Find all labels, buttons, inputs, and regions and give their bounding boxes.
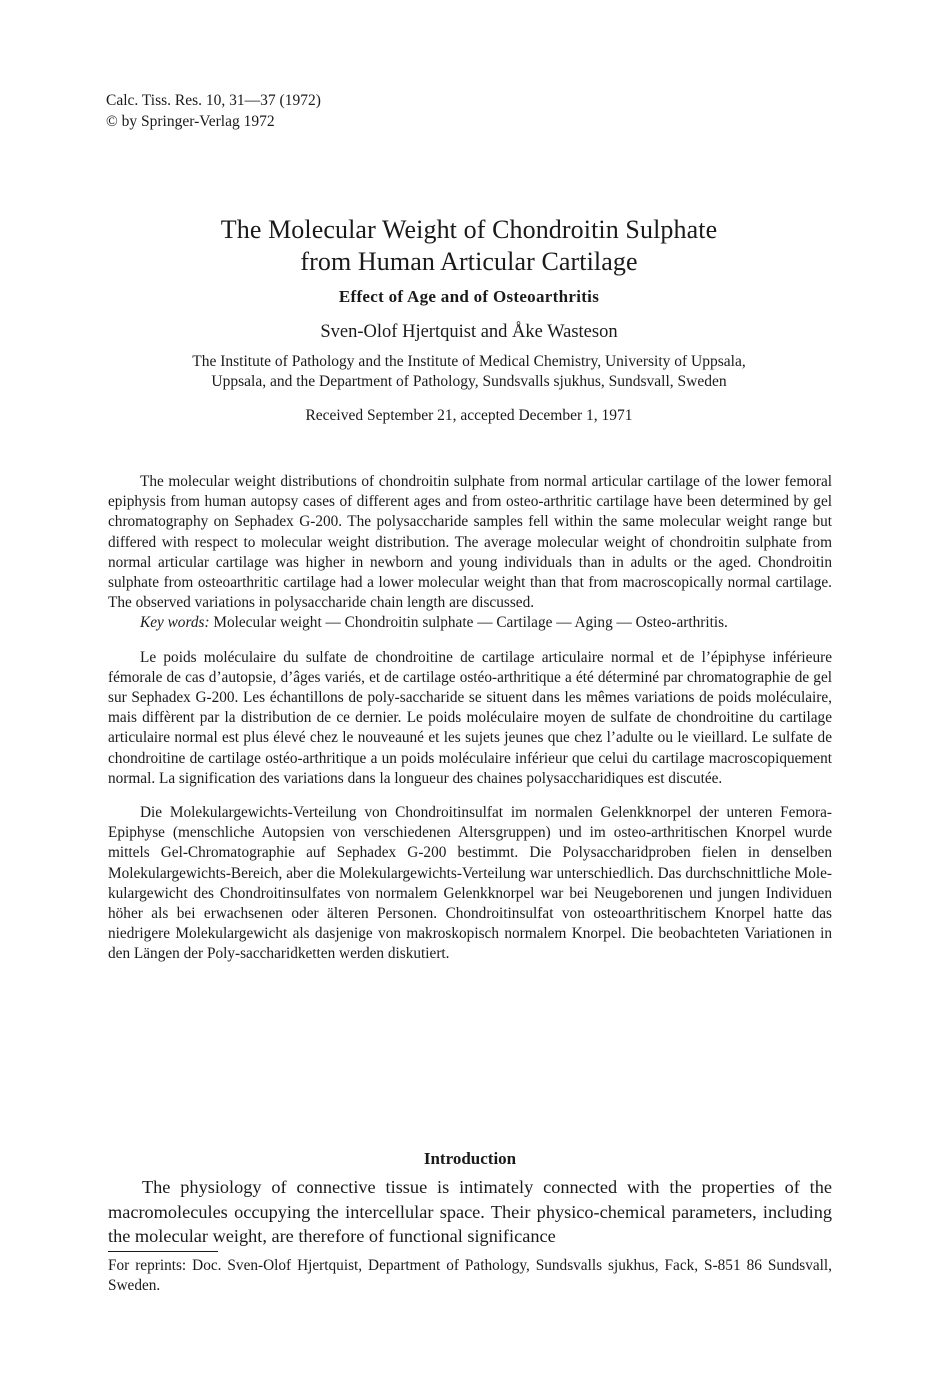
introduction-body: [108, 1175, 832, 1249]
introduction-paragraph: The physiology of connective tissue is intimately connected with the properties of the macromolecules occupying the intercellular space. Their physico-chemical parameters, including the molecular weight, are therefore of functional significance: [108, 1177, 832, 1246]
reprint-footnote: For reprints: Doc. Sven-Olof Hjertquist, Department of Pathology, Sundsvalls sjukhus, Fack, S-851 86 Sundsvall, Sweden.: [108, 1257, 832, 1294]
affiliation-line-2: Uppsala, and the Department of Pathology, Sundsvalls sjukhus, Sundsvall, Sweden: [211, 373, 727, 390]
title-line-2: from Human Articular Cartilage: [300, 247, 638, 276]
abstract-english: The molecular weight distributions of chondroitin sulphate from normal articular cartilage of the lower femoral epiphysis from human autopsy cases of different ages and from osteo-arthritic cartilage have been determined by gel chromatography on Sephadex G-200. The polysaccharide samples fell within the same molecular weight range but differed with respect to molecular weight distribution. The average molecular weight of chondroitin sulphate from normal articular cartilage was higher in newborn and young individuals than in adults or the aged. Chondroitin sulphate from osteoarthritic cartilage had a lower molecular weight than that from macroscopically normal cartilage. The observed variations in polysaccharide chain length are discussed.: [108, 473, 832, 612]
keywords-text: Molecular weight — Chondroitin sulphate — Cartilage — Aging — Osteo-arthritis.: [213, 614, 728, 632]
article-title: [106, 214, 832, 278]
copyright-line: © by Springer-Verlag 1972: [106, 113, 275, 130]
abstract-french: Le poids moléculaire du sulfate de chondroitine de cartilage articulaire normal et de l’épiphyse inférieure fémorale de cas d’autopsie, d’âges variés, et de cartilage ostéo-arthritique a été déterminé par chromatographie de gel sur Sephadex G-200. Les échantillons de poly-saccharide se situent dans les mêmes variations de poids moléculaire, mais diffèrent par la distribution de ce dernier. Le poids moléculaire moyen de sulfate de chondroitine du cartilage articulaire normal est plus élevé chez le nouveauné et les sujets jeunes que chez l’adulte ou le vieillard. Le sulfate de chondroitine de cartilage ostéo-arthritique a un poids moléculaire inférieur que celui du cartilage macroscopiquement normal. La signification des variations dans la longueur des chaines polysaccharidiques est discutée.: [108, 648, 832, 787]
title-block: [106, 214, 832, 426]
affiliation: [106, 352, 832, 392]
received-date: Received September 21, accepted December 1, 1971: [305, 407, 633, 424]
journal-reference: Calc. Tiss. Res. 10, 31—37 (1972): [106, 92, 321, 109]
keywords: [108, 613, 832, 633]
title-line-1: The Molecular Weight of Chondroitin Sulphate: [220, 215, 718, 244]
affiliation-line-1: The Institute of Pathology and the Institute of Medical Chemistry, University of Uppsala,: [192, 353, 746, 370]
article-subtitle: Effect of Age and of Osteoarthritis: [338, 287, 600, 306]
journal-citation: [106, 90, 321, 132]
introduction-heading: Introduction: [423, 1149, 517, 1168]
footnote-divider: [108, 1251, 218, 1252]
abstract-german: Die Molekulargewichts-Verteilung von Chondroitinsulfat im normalen Gelenkknorpel der unteren Femora-Epiphyse (menschliche Autopsien von verschiedenen Altersgruppen) und im osteo-arthritischen Knorpel wurde mittels Gel-Chromatographie auf Sephadex G-200 bestimmt. Die Polysaccharidproben fielen in denselben Molekulargewichts-Bereich, aber die Molekulargewichts-Verteilung war unterschiedlich. Das durchschnittliche Mole-kulargewicht des Chondroitinsulfates von normalem Gelenkknorpel war bei Neugeborenen und jungen Individuen höher als bei erwachsenen oder älteren Personen. Chondroitinsulfat von osteoarthritischem Knorpel hatte das niedrigere Molekulargewicht als dasjenige von makroskopisch normalem Knorpel. Die beobachteten Variationen in den Längen der Poly-saccharidketten werden diskutiert.: [108, 804, 832, 963]
abstracts: [108, 472, 832, 965]
authors: Sven-Olof Hjertquist and Åke Wasteson: [320, 322, 618, 342]
keywords-label: Key words:: [140, 614, 210, 632]
